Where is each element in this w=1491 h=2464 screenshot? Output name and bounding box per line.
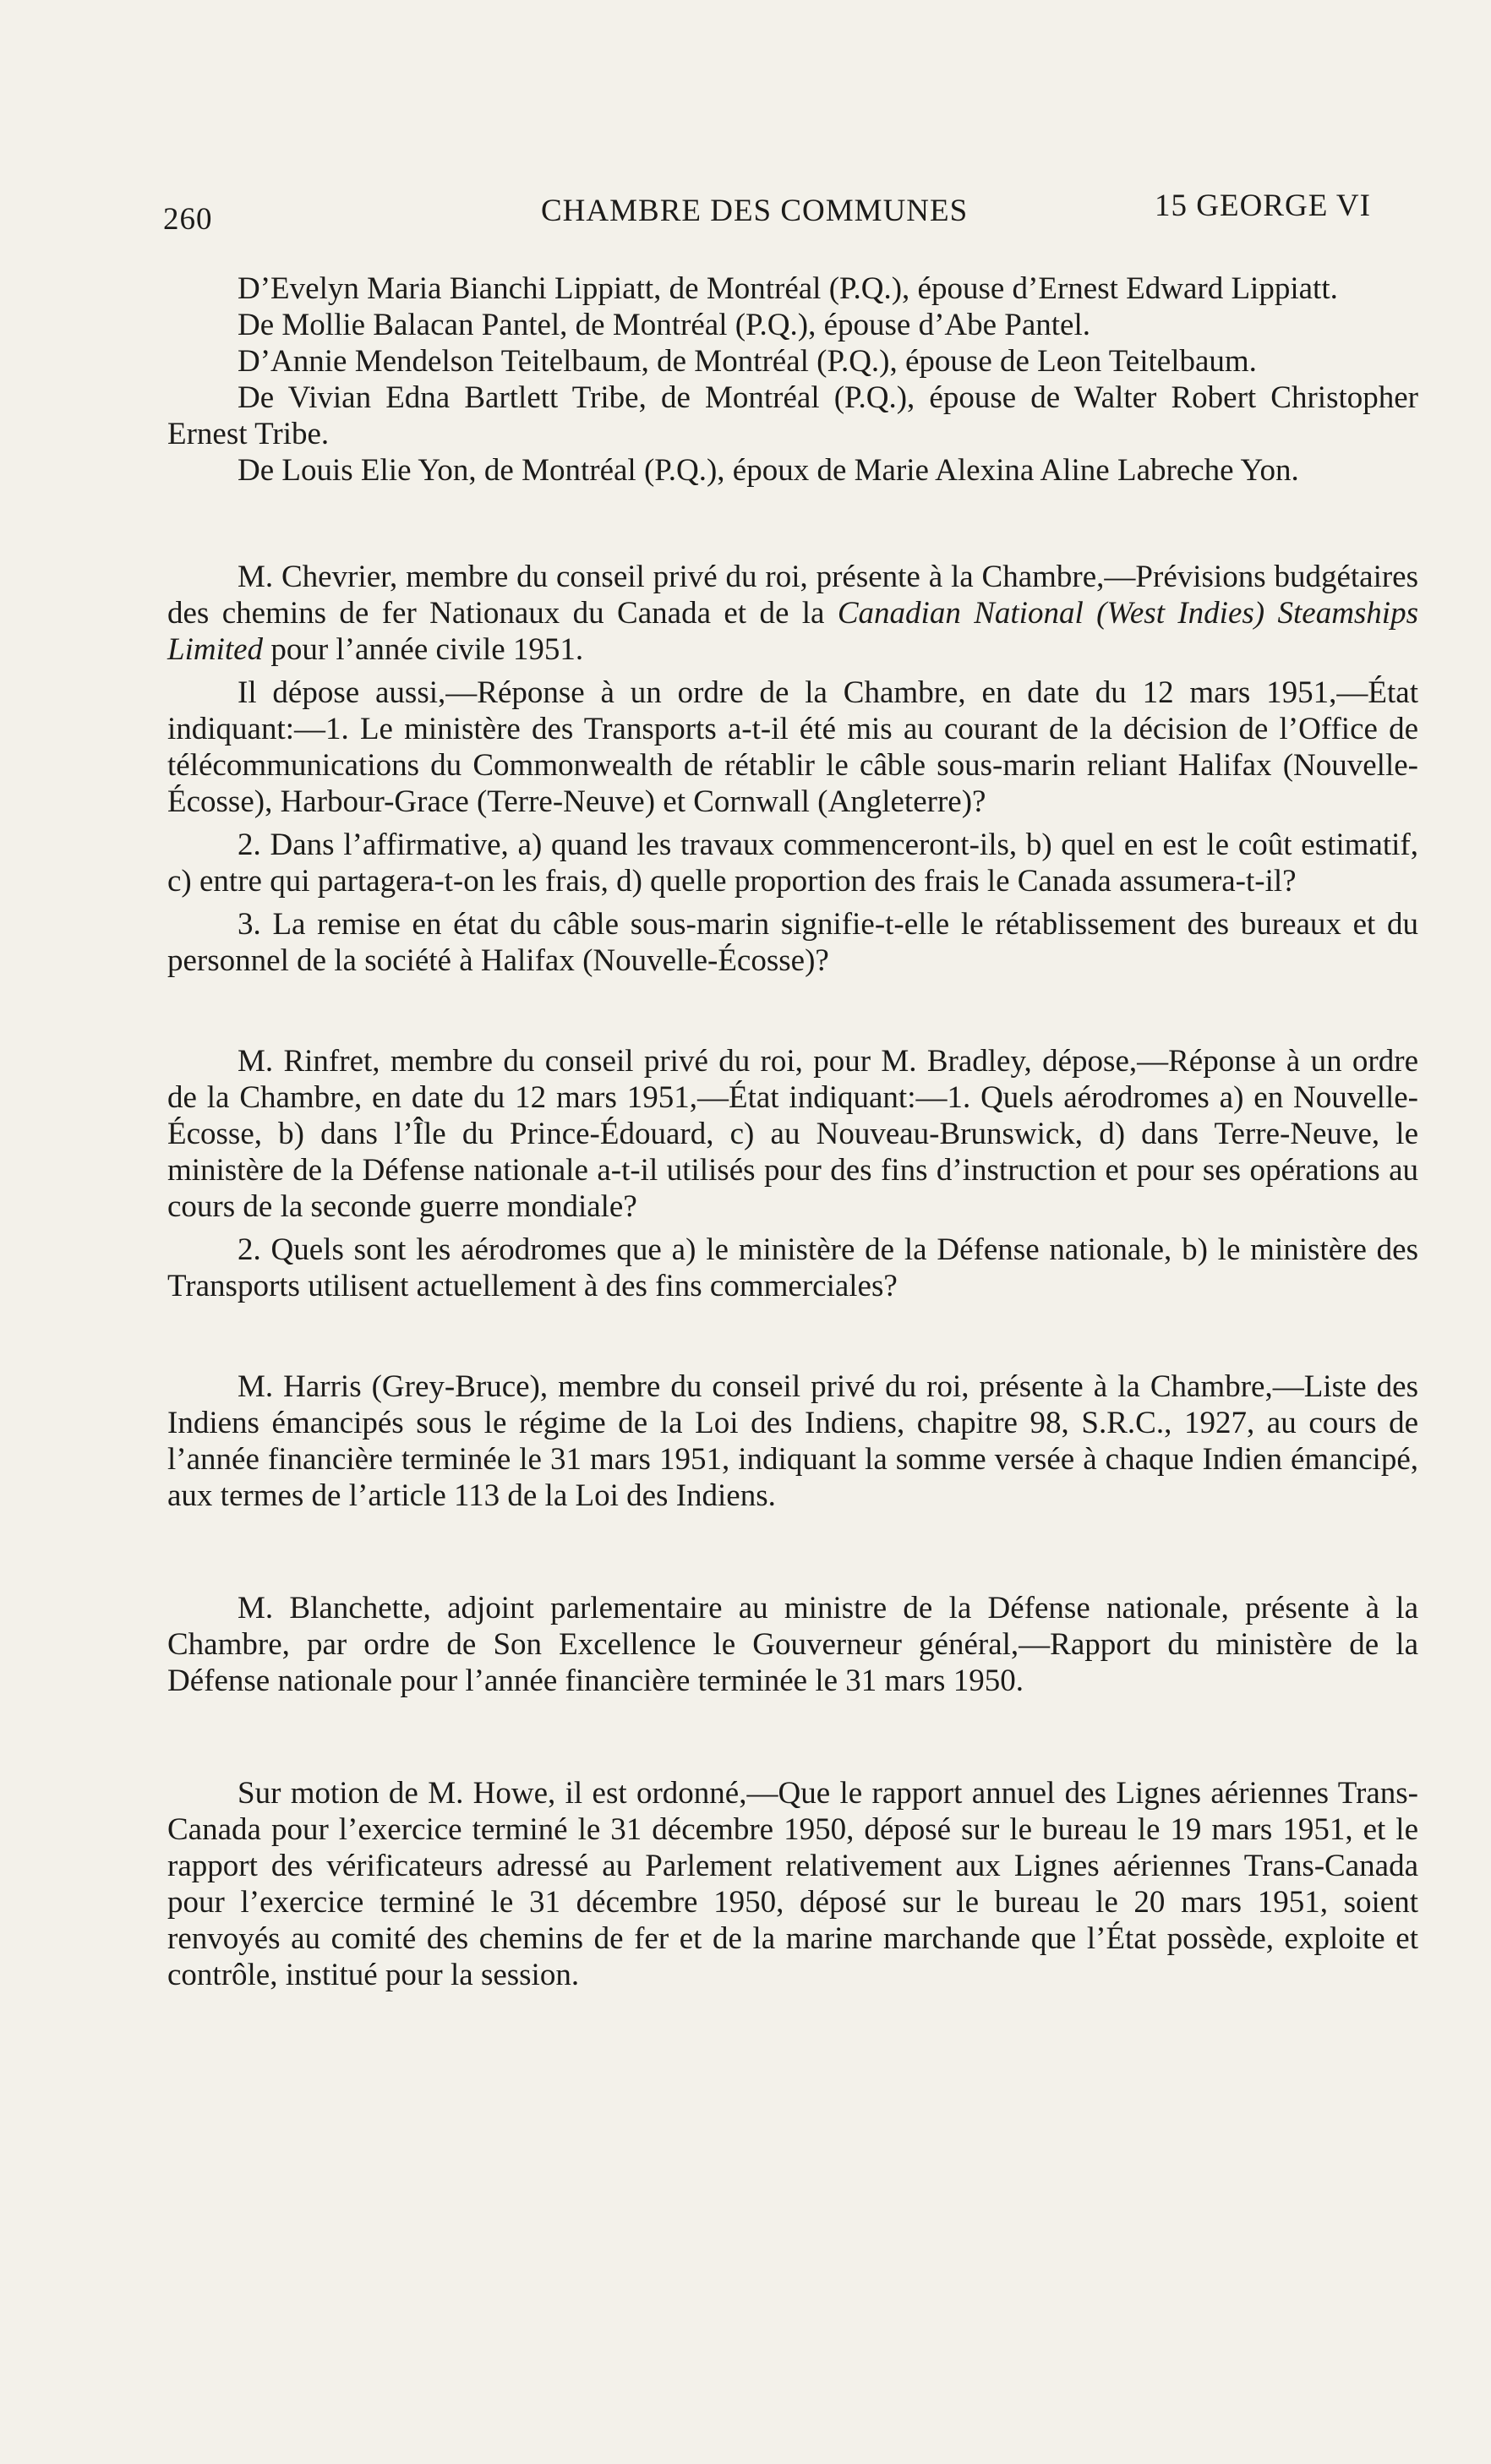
page-number: 260 (163, 202, 213, 237)
blanchette-section (167, 1590, 1418, 1699)
chevrier-paragraph-1 (167, 559, 1418, 668)
chevrier-paragraph-2: Il dépose aussi,—Réponse à un ordre de la Chambre, en date du 12 mars 1951,—État indiquant:—1. Le ministère des Transports a-t-il été mis au courant de la décision de l’Office de télécommunications du Commonwealth de rétablir le câble sous-marin reliant Halifax (Nouvelle-Écosse), Harbour-Grace (Terre-Neuve) et Cornwall (Angleterre)? (167, 675, 1418, 819)
petition-item: D’Evelyn Maria Bianchi Lippiatt, de Montréal (P.Q.), épouse d’Ernest Edward Lippiatt. (238, 271, 1338, 306)
petition-item: De Vivian Edna Bartlett Tribe, de Montréal (P.Q.), épouse de Walter Robert Christopher Ernest Tribe. (167, 380, 1418, 451)
harris-section (167, 1369, 1418, 1514)
blanchette-paragraph: M. Blanchette, adjoint parlementaire au ministre de la Défense nationale, présente à la Chambre, par ordre de Son Excellence le Gouverneur général,—Rapport du ministère de la Défense nationale pour l’année financière terminée le 31 mars 1950. (167, 1591, 1418, 1698)
petition-item: De Louis Elie Yon, de Montréal (P.Q.), époux de Marie Alexina Aline Labreche Yon. (238, 453, 1299, 488)
chevrier-section (167, 559, 1418, 979)
page-header (0, 188, 1491, 238)
regnal-year: 15 GEORGE VI (1155, 188, 1371, 223)
rinfret-paragraph-2: 2. Quels sont les aérodromes que a) le ministère de la Défense nationale, b) le ministère des Transports utilisent actuellement à des fins commerciales? (167, 1232, 1418, 1303)
rinfret-section (167, 1043, 1418, 1304)
page-title: CHAMBRE DES COMMUNES (541, 194, 969, 228)
chevrier-paragraph-4: 3. La remise en état du câble sous-marin signifie-t-elle le rétablissement des bureaux et du personnel de la société à Halifax (Nouvelle-Écosse)? (167, 907, 1418, 978)
chevrier-text-after: pour l’année civile 1951. (270, 632, 584, 667)
petition-item: D’Annie Mendelson Teitelbaum, de Montréal (P.Q.), épouse de Leon Teitelbaum. (238, 344, 1257, 379)
petition-item: De Mollie Balacan Pantel, de Montréal (P.Q.), épouse d’Abe Pantel. (238, 308, 1091, 342)
petition-list (167, 270, 1418, 489)
page-body (167, 270, 1418, 1993)
chevrier-text-before: M. Chevrier, membre du conseil privé du roi, présente à la Chambre,—Prévisions budgétaires des chemins de fer Nationaux du Canada et de la (167, 560, 1418, 631)
chevrier-company-name: Canadian National (West Indies) Steamships Limited (167, 596, 1418, 667)
chevrier-paragraph-3: 2. Dans l’affirmative, a) quand les travaux commenceront-ils, b) quel en est le coût estimatif, c) entre qui partagera-t-on les frais, d) quelle proportion des frais le Canada assumera-t-il? (167, 828, 1418, 899)
rinfret-paragraph-1: M. Rinfret, membre du conseil privé du roi, pour M. Bradley, dépose,—Réponse à un ordre de la Chambre, en date du 12 mars 1951,—État indiquant:—1. Quels aérodromes a) en Nouvelle-Écosse, b) dans l’Île du Prince-Édouard, c) au Nouveau-Brunswick, d) dans Terre-Neuve, le ministère de la Défense nationale a-t-il utilisés pour des fins d’instruction et pour ses opérations au cours de la seconde guerre mondiale? (167, 1044, 1418, 1224)
howe-paragraph: Sur motion de M. Howe, il est ordonné,—Que le rapport annuel des Lignes aériennes Trans-Canada pour l’exercice terminé le 31 décembre 1950, déposé sur le bureau le 19 mars 1951, et le rapport des vérificateurs adressé au Parlement relativement aux Lignes aériennes Trans-Canada pour l’exercice terminé le 31 décembre 1950, déposé sur le bureau le 20 mars 1951, soient renvoyés au comité des chemins de fer et de la marine marchande que l’État possède, exploite et contrôle, institué pour la session. (167, 1776, 1418, 1992)
harris-paragraph: M. Harris (Grey-Bruce), membre du conseil privé du roi, présente à la Chambre,—Liste des Indiens émancipés sous le régime de la Loi des Indiens, chapitre 98, S.R.C., 1927, au cours de l’année financière terminée le 31 mars 1951, indiquant la somme versée à chaque Indien émancipé, aux termes de l’article 113 de la Loi des Indiens. (167, 1369, 1418, 1513)
howe-section (167, 1775, 1418, 1993)
